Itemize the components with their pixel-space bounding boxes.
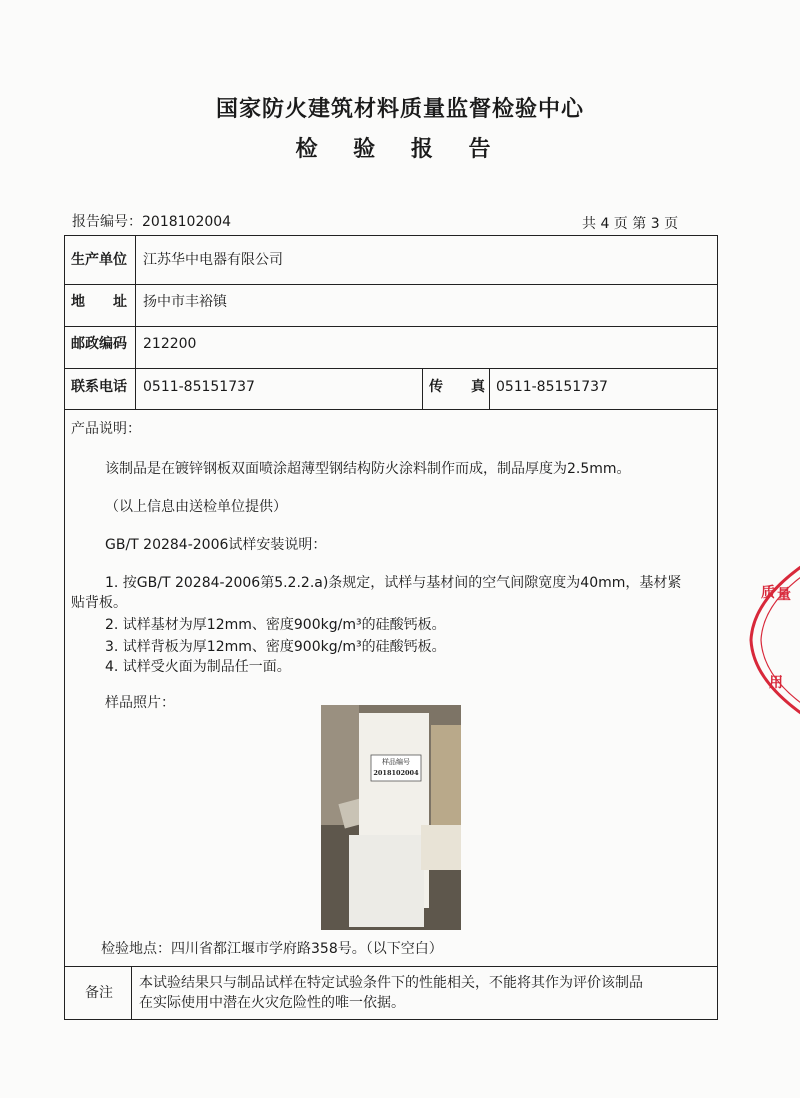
install-item: 贴背板。 [71, 595, 127, 611]
phone-label: 联系电话 [71, 379, 127, 395]
product-description: 该制品是在镀锌钢板双面喷涂超薄型钢结构防火涂料制作而成，制品厚度为2.5mm。 [105, 461, 631, 477]
row-divider [65, 966, 717, 967]
report-number: 报告编号：2018102004 [72, 214, 232, 230]
postcode-label: 邮政编码 [71, 336, 127, 352]
test-location: 检验地点：四川省都江堰市学府路358号。（以下空白） [101, 941, 443, 957]
seal-char: 用 [769, 675, 783, 691]
source-note: （以上信息由送检单位提供） [105, 499, 287, 515]
address-label: 地 址 [71, 294, 127, 310]
sample-photo-illustration [321, 705, 461, 930]
col-divider [422, 368, 423, 409]
remarks-line1: 本试验结果只与制品试样在特定试验条件下的性能相关，不能将其作为评价该制品 [139, 975, 643, 991]
org-title: 国家防火建筑材料质量监督检验中心 [215, 97, 584, 122]
product-heading: 产品说明： [71, 421, 141, 437]
seal-char: 量 [777, 587, 791, 603]
row-divider [65, 284, 717, 285]
seal-stamp [745, 560, 800, 720]
producer-label: 生产单位 [71, 252, 127, 268]
install-item: 4. 试样受火面为制品任一面。 [105, 659, 291, 675]
col-divider [135, 236, 136, 409]
page-count: 共 4 页 第 3 页 [582, 216, 679, 232]
row-divider [65, 368, 717, 369]
install-item: 1. 按GB/T 20284-2006第5.2.2.a)条规定，试样与基材间的空气间隙宽度为40mm，基材紧 [105, 575, 682, 591]
install-heading: GB/T 20284-2006试样安装说明： [105, 537, 327, 553]
phone-value: 0511-85151737 [143, 379, 255, 395]
row-divider [65, 409, 717, 410]
fax-label: 传 真 [429, 379, 485, 395]
col-divider [131, 966, 132, 1019]
sample-photo [321, 705, 461, 930]
sample-label-number: 2018102004 [373, 769, 419, 777]
seal-char: 质 [761, 585, 775, 601]
install-item: 3. 试样背板为厚12mm、密度900kg/m³的硅酸钙板。 [105, 639, 446, 655]
col-divider [489, 368, 490, 409]
remarks-line2: 在实际使用中潜在火灾危险性的唯一依据。 [139, 995, 405, 1011]
doc-title: 检 验 报 告 [295, 137, 505, 162]
postcode-value: 212200 [143, 336, 197, 352]
sample-label-title: 样品编号 [382, 758, 410, 766]
remarks-label: 备注 [85, 985, 113, 1001]
install-item: 2. 试样基材为厚12mm、密度900kg/m³的硅酸钙板。 [105, 617, 446, 633]
photo-heading: 样品照片： [105, 695, 175, 711]
row-divider [65, 326, 717, 327]
fax-value: 0511-85151737 [496, 379, 608, 395]
address-value: 扬中市丰裕镇 [143, 294, 227, 310]
producer-value: 江苏华中电器有限公司 [143, 252, 283, 268]
